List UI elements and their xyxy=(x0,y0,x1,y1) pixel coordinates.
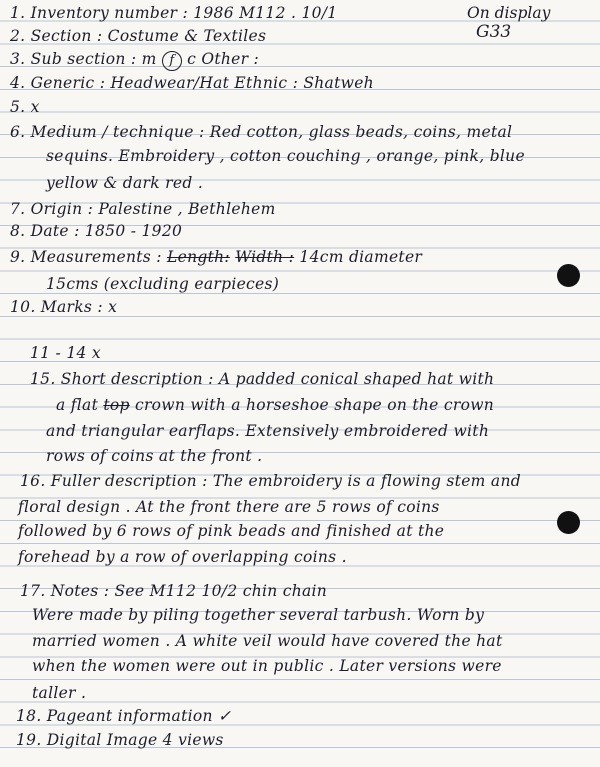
line-medium: 6. Medium / technique : Red cotton, glass beads, coins, metal xyxy=(10,123,513,141)
line-notes: 17. Notes : See M112 10/2 chin chain xyxy=(20,582,328,600)
line-fuller-desc-cont-1: floral design . At the front there are 5 rows of coins xyxy=(18,498,440,516)
line-date: 8. Date : 1850 - 1920 xyxy=(10,222,183,240)
line-pageant-information: 18. Pageant information ✓ xyxy=(16,707,232,725)
punch-hole-top xyxy=(557,264,580,287)
line-marks: 10. Marks : x xyxy=(10,298,118,316)
line-short-desc-cont-3: rows of coins at the front . xyxy=(46,447,263,465)
line-digital-image: 19. Digital Image 4 views xyxy=(16,731,224,749)
line-notes-cont-3: when the women were out in public . Later versions were xyxy=(32,657,502,675)
line-short-desc-cont-2: and triangular earflaps. Extensively embroidered with xyxy=(46,422,490,440)
measurements-label: 9. Measurements : xyxy=(10,248,168,266)
line-5: 5. x xyxy=(10,98,40,116)
line-generic: 4. Generic : Headwear/Hat Ethnic : Shatweh xyxy=(10,74,374,92)
line-sub-section xyxy=(10,50,259,71)
line-medium-cont-2: yellow & dark red . xyxy=(46,174,204,192)
sub-section-options: c Other : xyxy=(181,50,260,68)
line-short-desc-cont-1 xyxy=(56,396,494,414)
circled-option: f xyxy=(162,51,182,71)
line-origin: 7. Origin : Palestine , Bethlehem xyxy=(10,200,276,218)
struck-top: top xyxy=(103,396,130,414)
line-measurements-cont: 15cms (excluding earpieces) xyxy=(46,275,280,293)
display-note: On display xyxy=(467,4,551,22)
short-desc-text-a: a flat xyxy=(56,396,104,414)
line-11-14: 11 - 14 x xyxy=(30,344,101,362)
gallery-code: G33 xyxy=(476,22,512,42)
struck-width: Width : xyxy=(235,248,295,266)
sub-section-label: 3. Sub section : m xyxy=(10,50,162,68)
line-short-description: 15. Short description : A padded conical shaped hat with xyxy=(30,370,495,388)
line-notes-cont-2: married women . A white veil would have covered the hat xyxy=(32,632,503,650)
line-notes-cont-1: Were made by piling together several tarbush. Worn by xyxy=(32,606,485,624)
line-medium-cont-1: sequins. Embroidery , cotton couching , orange, pink, blue xyxy=(46,147,525,165)
line-inventory-number: 1. Inventory number : 1986 M112 . 10/1 xyxy=(10,4,338,22)
line-measurements xyxy=(10,248,422,266)
short-desc-text-b: crown with a horseshoe shape on the crown xyxy=(129,396,495,414)
measurements-value: 14cm diameter xyxy=(294,248,423,266)
line-fuller-desc-cont-2: followed by 6 rows of pink beads and finished at the xyxy=(18,522,445,540)
struck-length: Length: xyxy=(167,248,230,266)
line-section: 2. Section : Costume & Textiles xyxy=(10,27,267,45)
punch-hole-bottom xyxy=(557,511,580,534)
line-notes-cont-4: taller . xyxy=(32,684,87,702)
line-fuller-description: 16. Fuller description : The embroidery is a flowing stem and xyxy=(20,472,521,490)
line-fuller-desc-cont-3: forehead by a row of overlapping coins . xyxy=(18,548,347,566)
